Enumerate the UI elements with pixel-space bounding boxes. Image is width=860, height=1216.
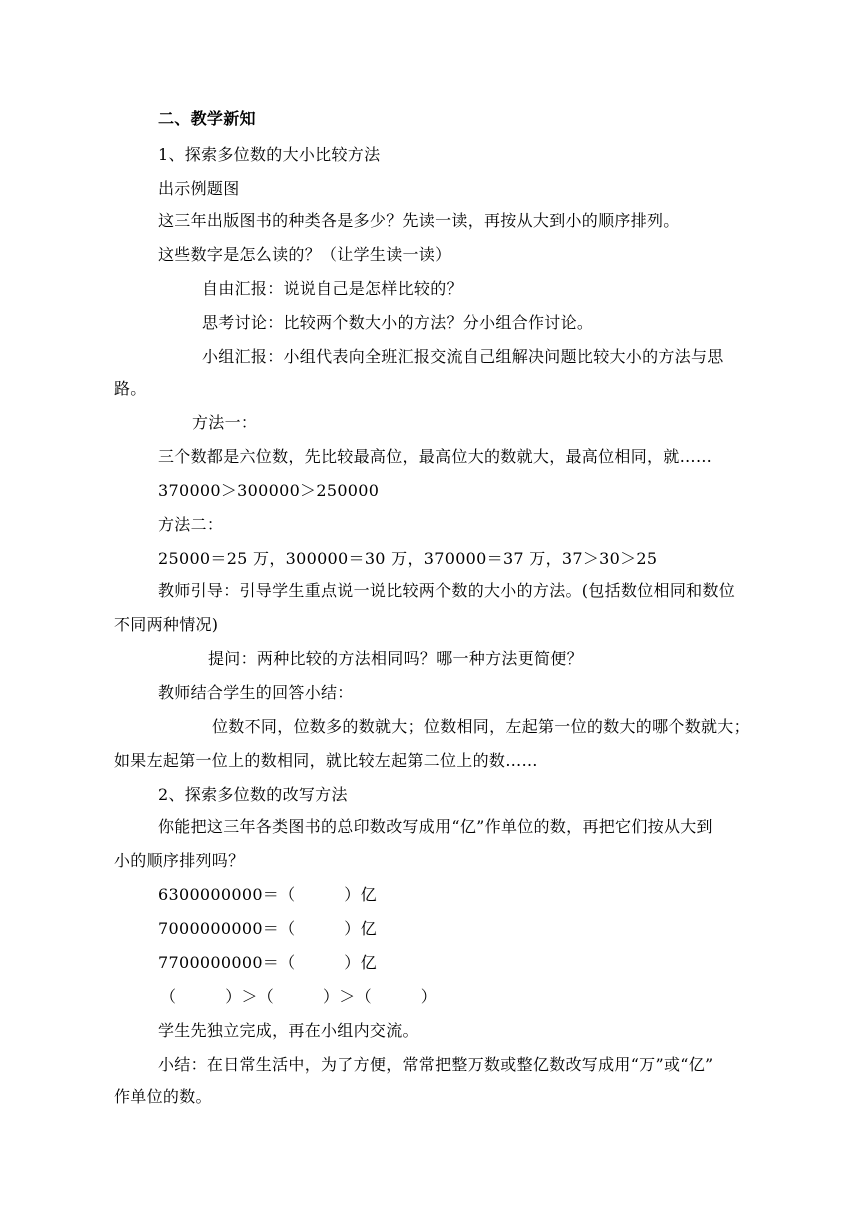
text-line: 这些数字是怎么读的？（让学生读一读） (158, 245, 452, 264)
math-line: 370000＞300000＞250000 (158, 481, 380, 500)
subsection-heading-rewriting: 2、探索多位数的改写方法 (158, 785, 348, 804)
exercise-line: 7700000000＝（ ）亿 (158, 953, 377, 972)
text-line: 不同两种情况) (114, 615, 219, 634)
text-line: 小的顺序排列吗？ (114, 851, 245, 870)
text-line: 教师引导：引导学生重点说一说比较两个数的大小的方法。(包括数位相同和数位 (158, 581, 736, 600)
text-line: 三个数都是六位数，先比较最高位，最高位大的数就大，最高位相同，就…… (158, 447, 713, 466)
text-line: 位数不同，位数多的数就大；位数相同，左起第一位的数大的哪个数就大； (212, 717, 750, 736)
text-line: 教师结合学生的回答小结： (158, 683, 354, 702)
subsection-heading-comparison: 1、探索多位数的大小比较方法 (158, 145, 381, 164)
text-line: 提问：两种比较的方法相同吗？哪一种方法更简便？ (208, 649, 583, 668)
text-line: 如果左起第一位上的数相同，就比较左起第二位上的数…… (114, 751, 538, 770)
text-line: 这三年出版图书的种类各是多少？先读一读，再按从大到小的顺序排列。 (158, 211, 680, 230)
exercise-line: 7000000000＝（ ）亿 (158, 919, 377, 938)
text-line: 自由汇报：说说自己是怎样比较的？ (202, 279, 463, 298)
math-line: 25000＝25 万，300000＝30 万，370000＝37 万，37＞30＞25 (158, 549, 658, 568)
text-line: 方法二： (158, 515, 224, 534)
text-line: 方法一： (192, 413, 258, 432)
text-line: 学生先独立完成，再在小组内交流。 (158, 1021, 419, 1040)
section-heading: 二、教学新知 (158, 109, 256, 128)
text-line: 你能把这三年各类图书的总印数改写成用“亿”作单位的数，再把它们按从大到 (158, 817, 713, 836)
text-line: 小组汇报：小组代表向全班汇报交流自己组解决问题比较大小的方法与思 (202, 347, 724, 366)
exercise-ordering-line: （ ）＞（ ）＞（ ） (160, 987, 438, 1006)
text-line: 思考讨论：比较两个数大小的方法？分小组合作讨论。 (202, 313, 594, 332)
summary-line: 小结：在日常生活中，为了方便，常常把整万数或整亿数改写成用“万”或“亿” (158, 1055, 714, 1074)
text-line: 出示例题图 (158, 179, 240, 198)
text-line: 路。 (114, 379, 147, 398)
summary-line: 作单位的数。 (114, 1087, 212, 1106)
exercise-line: 6300000000＝（ ）亿 (158, 885, 377, 904)
